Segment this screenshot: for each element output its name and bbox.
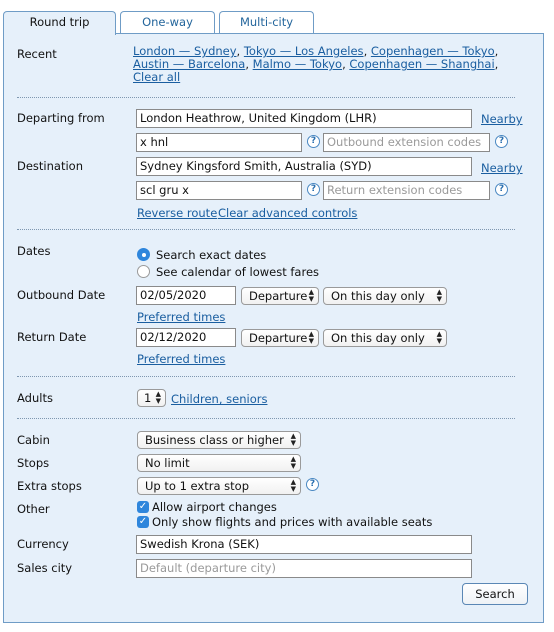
tab-round-trip[interactable]: Round trip (3, 11, 116, 35)
stops-select[interactable] (137, 454, 301, 472)
dates-label: Dates (17, 244, 51, 258)
tab-one-way[interactable]: One-way (120, 11, 215, 33)
extra-stops-label: Extra stops (17, 479, 82, 493)
updown-arrow-icon: ▲ ▼ (308, 330, 314, 345)
allow-airport-changes-label: Allow airport changes (152, 500, 277, 514)
outbound-date-input[interactable]: 02/05/2020 (136, 286, 236, 305)
return-extension-codes-input[interactable]: Return extension codes (323, 181, 490, 200)
search-exact-dates-radio[interactable] (137, 248, 150, 261)
stops-value: No limit (145, 456, 190, 470)
recent-searches-list: London — Sydney, Tokyo — Los Angeles, Copenhagen — Tokyo, Austin — Barcelona, Malmo — Tokyo, Copenhagen — Shanghai, Clear all (133, 44, 499, 84)
recent-item[interactable]: London — Sydney (133, 44, 237, 58)
outbound-time-type-value: Departure (249, 289, 308, 303)
recent-item[interactable]: Copenhagen — Shanghai (349, 57, 495, 71)
adults-select[interactable] (137, 389, 166, 407)
return-date-label: Return Date (17, 330, 87, 344)
reverse-route-link[interactable]: Reverse route (137, 206, 218, 220)
recent-label: Recent (17, 47, 57, 61)
currency-label: Currency (17, 537, 69, 551)
outbound-time-type-select[interactable] (241, 287, 319, 305)
only-available-seats-label: Only show flights and prices with available seats (152, 515, 433, 529)
help-icon[interactable]: ? (307, 183, 320, 196)
updown-arrow-icon: ▲ ▼ (290, 478, 296, 493)
stops-label: Stops (17, 456, 50, 470)
return-flexibility-value: On this day only (331, 331, 425, 345)
return-flexibility-select[interactable] (323, 329, 447, 347)
preferred-times-outbound-link[interactable]: Preferred times (137, 310, 226, 324)
preferred-times-return-link[interactable]: Preferred times (137, 352, 226, 366)
allow-airport-changes-checkbox[interactable]: ✓ (138, 501, 148, 512)
help-icon[interactable]: ? (495, 183, 508, 196)
sales-city-label: Sales city (17, 561, 73, 575)
outbound-extension-codes-input[interactable]: Outbound extension codes (323, 133, 490, 152)
updown-arrow-icon: ▲ ▼ (436, 330, 442, 345)
tab-multi-city[interactable]: Multi-city (219, 11, 314, 33)
updown-arrow-icon: ▲ ▼ (436, 288, 442, 303)
search-exact-dates-label: Search exact dates (156, 248, 267, 262)
outbound-flexibility-select[interactable] (323, 287, 447, 305)
help-icon[interactable]: ? (306, 478, 319, 491)
cabin-value: Business class or higher (145, 433, 284, 447)
divider (17, 418, 515, 419)
cabin-label: Cabin (17, 433, 50, 447)
outbound-flexibility-value: On this day only (331, 289, 425, 303)
calendar-lowest-fares-radio[interactable] (137, 265, 150, 278)
divider (17, 97, 515, 98)
updown-arrow-icon: ▲ ▼ (290, 432, 296, 447)
sales-city-input[interactable]: Default (departure city) (136, 559, 472, 578)
return-time-type-select[interactable] (241, 329, 319, 347)
departing-from-label: Departing from (17, 111, 105, 125)
clear-all-link[interactable]: Clear all (133, 70, 181, 84)
return-date-input[interactable]: 02/12/2020 (136, 328, 236, 347)
children-seniors-link[interactable]: Children, seniors (171, 392, 268, 406)
destination-input[interactable]: Sydney Kingsford Smith, Australia (SYD) (136, 157, 472, 176)
departing-from-input[interactable]: London Heathrow, United Kingdom (LHR) (136, 109, 472, 128)
return-time-type-value: Departure (249, 331, 308, 345)
cabin-select[interactable] (137, 431, 301, 449)
nearby-destination-link[interactable]: Nearby (481, 161, 523, 175)
recent-item[interactable]: Austin — Barcelona (133, 57, 246, 71)
clear-advanced-controls-link[interactable]: Clear advanced controls (218, 206, 358, 220)
nearby-departing-link[interactable]: Nearby (481, 112, 523, 126)
recent-item[interactable]: Malmo — Tokyo (252, 57, 343, 71)
divider (17, 229, 515, 230)
recent-item[interactable]: Tokyo — Los Angeles (243, 44, 364, 58)
return-routing-codes-input[interactable]: scl gru x (136, 181, 302, 200)
help-icon[interactable]: ? (495, 135, 508, 148)
calendar-lowest-fares-label: See calendar of lowest fares (156, 265, 320, 279)
extra-stops-value: Up to 1 extra stop (145, 479, 249, 493)
updown-arrow-icon: ▲ ▼ (308, 288, 314, 303)
search-button[interactable]: Search (462, 583, 528, 605)
destination-label: Destination (17, 159, 83, 173)
only-available-seats-checkbox[interactable]: ✓ (138, 516, 148, 527)
updown-arrow-icon: ▲ ▼ (155, 390, 161, 405)
divider (17, 376, 515, 377)
outbound-date-label: Outbound Date (17, 288, 106, 302)
other-label: Other (17, 502, 50, 516)
extra-stops-select[interactable] (137, 477, 301, 495)
help-icon[interactable]: ? (307, 135, 320, 148)
recent-item[interactable]: Copenhagen — Tokyo (370, 44, 495, 58)
adults-label: Adults (17, 391, 53, 405)
adults-value: 1 (144, 391, 152, 405)
currency-input[interactable]: Swedish Krona (SEK) (136, 535, 472, 554)
outbound-routing-codes-input[interactable]: x hnl (136, 133, 302, 152)
updown-arrow-icon: ▲ ▼ (290, 455, 296, 470)
